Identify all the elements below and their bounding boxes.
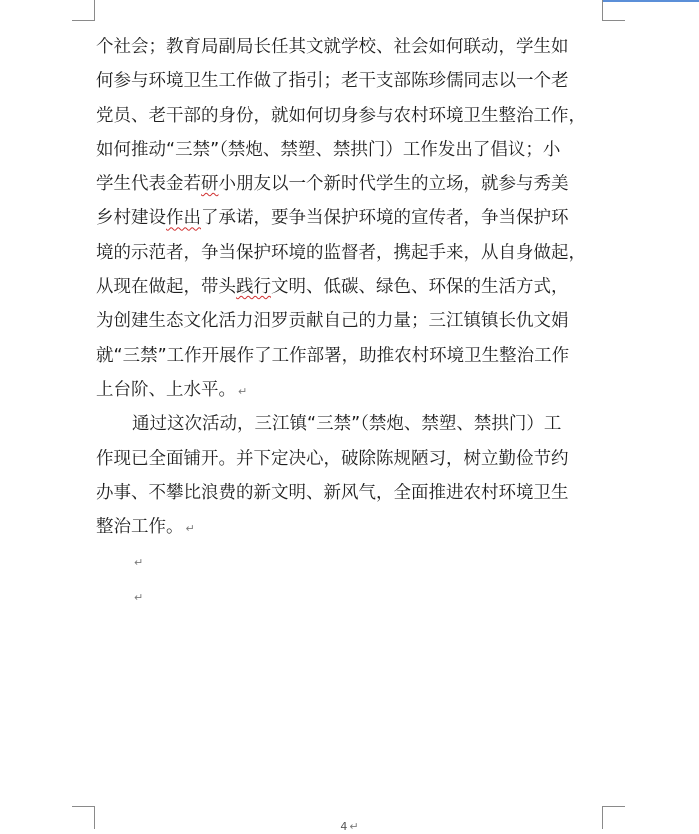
paragraph-mark-icon: ↵ [185, 522, 195, 536]
text-line: 作现已全面铺开。并下定决心，破除陈规陋习，树立勤俭节约 [96, 448, 569, 469]
text-line: 为创建生态文化活力汨罗贡献自己的力量；三江镇镇长仇文娟 [96, 311, 569, 332]
crop-mark-top-left [72, 0, 95, 21]
empty-paragraph[interactable] [96, 579, 604, 613]
text-line: 学生代表金若研小朋友以一个新时代学生的立场，就参与秀美 [96, 174, 569, 195]
crop-mark-top-right [602, 0, 625, 21]
empty-paragraph[interactable] [96, 544, 604, 578]
text-line: 个社会；教育局副局长任其文就学校、社会如何联动，学生如 [96, 37, 569, 57]
text-line: 从现在做起，带头践行文明、低碳、绿色、环保的生活方式， [96, 277, 569, 298]
text-line: 整治工作。 ↵ [96, 517, 195, 538]
text-line: 境的示范者，争当保护环境的监督者，携起手来，从自身做起， [96, 242, 586, 263]
paragraph-mark-icon: ↵ [134, 556, 144, 570]
text-line: 上台阶、上水平。 ↵ [96, 379, 248, 400]
text-line: 乡村建设作出了承诺，要争当保护环境的宣传者，争当保护环 [96, 208, 569, 229]
spelling-squiggle[interactable]: 作出 [166, 208, 201, 229]
text-line: 通过这次活动，三江镇“三禁”（禁炮、禁塑、禁拱门）工 [132, 414, 562, 435]
spelling-squiggle[interactable]: 研 [201, 174, 219, 195]
spelling-squiggle[interactable]: 践行 [236, 277, 271, 298]
paragraph-mark-icon: ↵ [134, 590, 144, 604]
paragraph-mark-icon: ↵ [238, 384, 248, 398]
paragraph-2[interactable] [96, 407, 604, 544]
paragraph-1[interactable] [96, 30, 604, 407]
page-number: 4 ↵ [340, 820, 359, 833]
text-line: 如何推动“三禁”（禁炮、禁塑、禁拱门）工作发出了倡议；小 [96, 139, 561, 160]
text-line: 党员、老干部的身份，就如何切身参与农村环境卫生整治工作， [96, 105, 586, 126]
document-body[interactable] [96, 30, 604, 613]
text-line: 就“三禁”工作开展作了工作部署，助推农村环境卫生整治工作 [96, 345, 570, 366]
paragraph-mark-icon: ↵ [349, 820, 359, 833]
text-line: 何参与环境卫生工作做了指引；老干支部陈珍儒同志以一个老 [96, 71, 569, 92]
text-line: 办事、不攀比浪费的新文明、新风气，全面推进农村环境卫生 [96, 482, 569, 503]
